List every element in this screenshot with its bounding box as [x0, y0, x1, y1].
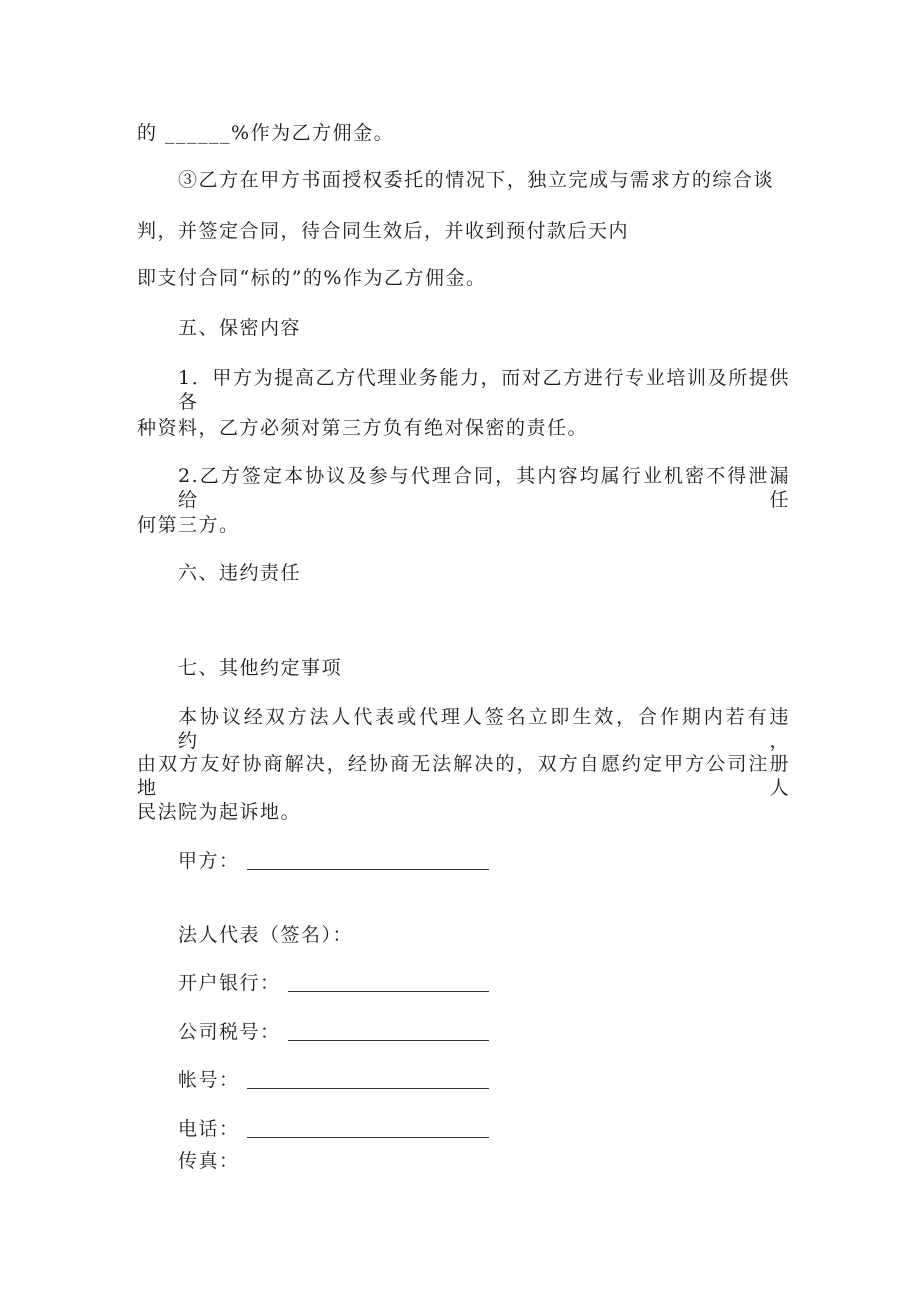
- account-label: 帐号：: [178, 1069, 240, 1091]
- section-7-heading: 七、其他约定事项: [178, 657, 343, 679]
- account-blank: [247, 1088, 489, 1089]
- tax-number-label: 公司税号：: [178, 1021, 281, 1043]
- clause-5-2-line-2: 何第三方。: [137, 514, 240, 536]
- clause-5-1-line-2: 种资料，乙方必须对第三方负有绝对保密的责任。: [137, 417, 589, 439]
- clause-3-line-2: 判，并签定合同，待合同生效后，并收到预付款后天内: [137, 220, 630, 242]
- party-a-blank: [247, 869, 489, 870]
- bank-blank: [288, 991, 489, 992]
- fax-label: 传真：: [178, 1150, 240, 1172]
- clause-3-line-3: 即支付合同“标的”的%作为乙方佣金。: [137, 267, 487, 289]
- clause-7-line-2: 由双方友好协商解决，经协商无法解决的，双方自愿约定甲方公司注册地人: [137, 753, 790, 799]
- tax-number-blank: [288, 1040, 489, 1041]
- legal-rep-label: 法人代表（签名）：: [178, 924, 354, 946]
- section-5-heading: 五、保密内容: [178, 317, 302, 339]
- phone-label: 电话：: [178, 1118, 240, 1140]
- bank-label: 开户银行：: [178, 972, 281, 994]
- clause-5-1-line-1: 1．甲方为提高乙方代理业务能力，而对乙方进行专业培训及所提供各: [178, 367, 790, 413]
- section-6-heading: 六、违约责任: [178, 562, 302, 584]
- party-a-label: 甲方：: [178, 850, 240, 872]
- clause-5-2-line-1: 2.乙方签定本协议及参与代理合同，其内容均属行业机密不得泄漏给任: [178, 465, 790, 511]
- clause-7-line-1: 本协议经双方法人代表或代理人签名立即生效，合作期内若有违约，: [178, 706, 790, 752]
- clause-3-line-1: ③乙方在甲方书面授权委托的情况下，独立完成与需求方的综合谈: [178, 169, 774, 191]
- commission-line: 的 ______%作为乙方佣金。: [137, 122, 395, 144]
- phone-blank: [247, 1137, 489, 1138]
- clause-7-line-3: 民法院为起诉地。: [137, 801, 302, 823]
